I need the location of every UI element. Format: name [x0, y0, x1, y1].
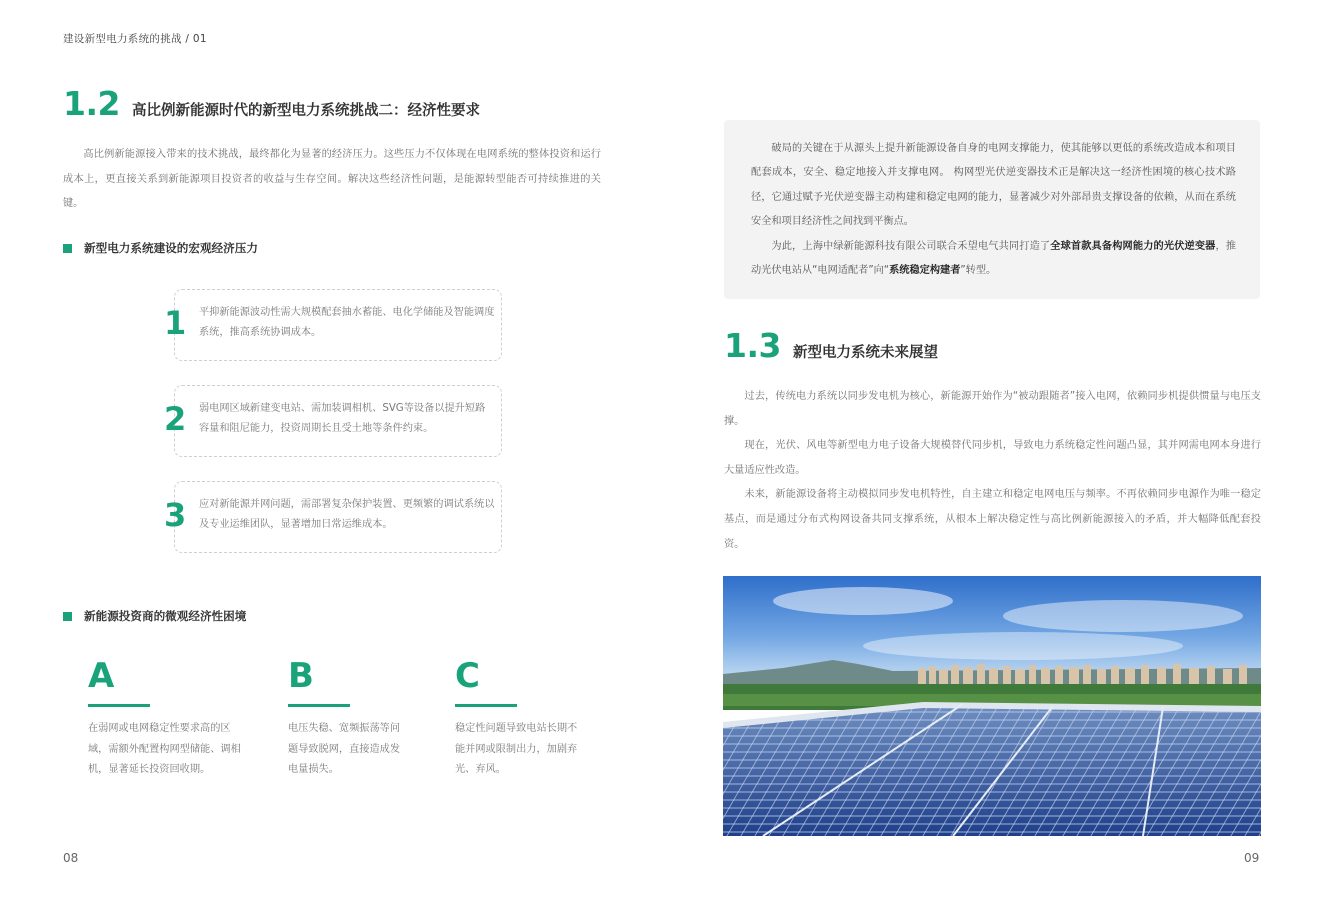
callout-text: ，推动光伏电站从“电网适配者”向“: [751, 240, 1237, 277]
card-text: 弱电网区域新建变电站、需加装调相机、SVG等设备以提升短路容量和阻尼能力，投资周期长且受土地等条件约束。: [199, 403, 486, 434]
intro-paragraph: 高比例新能源接入带来的技术挑战，最终都化为显著的经济压力。这些压力不仅体现在电网系统的整体投资和运行成本上，更直接关系到新能源项目投资者的收益与生存空间。解决这些经济性问题，是能源转型能否可持续推进的关键。: [63, 149, 601, 210]
running-header: 建设新型电力系统的挑战 / 01: [63, 33, 207, 45]
square-bullet-icon: [63, 244, 72, 253]
letter-underline: [88, 704, 150, 707]
letter-underline: [288, 704, 350, 707]
letter-underline: [455, 704, 517, 707]
callout-text: ”转型。: [960, 265, 997, 277]
outlook-paragraph: 过去，传统电力系统以同步发电机为核心，新能源开始作为“被动跟随者”接入电网，依赖同步机提供惯量与电压支撑。: [724, 391, 1261, 427]
card-text: 平抑新能源波动性需大规模配套抽水蓄能、电化学储能及智能调度系统，推高系统协调成本。: [199, 307, 495, 338]
outlook-paragraph: 现在，光伏、风电等新型电力电子设备大规模替代同步机，导致电力系统稳定性问题凸显，其并网需电网本身进行大量适应性改造。: [724, 440, 1261, 476]
section-1-3-body: [724, 385, 1261, 557]
section-number: 1.2: [63, 84, 120, 123]
section-intro: [63, 143, 601, 217]
section-title: 高比例新能源时代的新型电力系统挑战二：经济性要求: [131, 103, 480, 119]
callout-box: [724, 120, 1260, 299]
solar-farm-photo: [723, 576, 1261, 836]
callout-bold-text: 系统稳定构建者: [889, 265, 961, 277]
micro-text-b: 电压失稳、宽频振荡等问题导致脱网，直接造成发电量损失。: [288, 723, 401, 775]
macro-subheading: [63, 240, 258, 256]
callout-bold-text: 全球首款具备构网能力的光伏逆变器: [1050, 240, 1216, 252]
page-number-right: 09: [1244, 851, 1260, 865]
callout-paragraph-2: [751, 235, 1236, 284]
letter-a: A: [88, 656, 115, 696]
micro-text-c: 稳定性问题导致电站长期不能并网或限制出力，加剧弃光、弃风。: [455, 723, 578, 775]
micro-subheading-text: 新能源投资商的微观经济性困境: [84, 609, 247, 623]
section-1-3-heading: [724, 326, 938, 365]
page-number-left: 08: [63, 851, 79, 865]
card-number: 3: [164, 496, 187, 534]
callout-text: 为此，上海中绿新能源科技有限公司联合禾望电气共同打造了: [771, 240, 1051, 252]
square-bullet-icon: [63, 612, 72, 621]
card-number: 2: [164, 400, 187, 438]
section-title: 新型电力系统未来展望: [792, 345, 938, 361]
section-number: 1.3: [724, 326, 781, 365]
macro-subheading-text: 新型电力系统建设的宏观经济压力: [84, 241, 258, 255]
card-number: 1: [164, 304, 187, 342]
section-1-2-heading: [63, 84, 480, 123]
card-text: 应对新能源并网问题，需部署复杂保护装置、更频繁的调试系统以及专业运维团队，显著增加日常运维成本。: [199, 499, 495, 530]
letter-b: B: [288, 656, 314, 696]
letter-c: C: [455, 656, 480, 696]
micro-text-a: 在弱网或电网稳定性要求高的区域，需额外配置构网型储能、调相机，显著延长投资回收期。: [88, 723, 241, 775]
outlook-paragraph: 未来，新能源设备将主动模拟同步发电机特性，自主建立和稳定电网电压与频率。不再依赖同步电源作为唯一稳定基点，而是通过分布式构网设备共同支撑系统，从根本上解决稳定性与高比例新能源接入的矛盾，并大幅降低配套投资。: [724, 489, 1261, 550]
micro-subheading: [63, 608, 246, 624]
callout-paragraph-1: 破局的关键在于从源头上提升新能源设备自身的电网支撑能力，使其能够以更低的系统改造成本和项目配套成本，安全、稳定地接入并支撑电网。 构网型光伏逆变器技术正是解决这一经济性困境的核心技术路径，它通过赋予光伏逆变器主动构建和稳定电网的能力，显著减少对外部昂贵支撑设备的依赖，从而在系统安全和项目经济性之间找到平衡点。: [751, 143, 1236, 228]
